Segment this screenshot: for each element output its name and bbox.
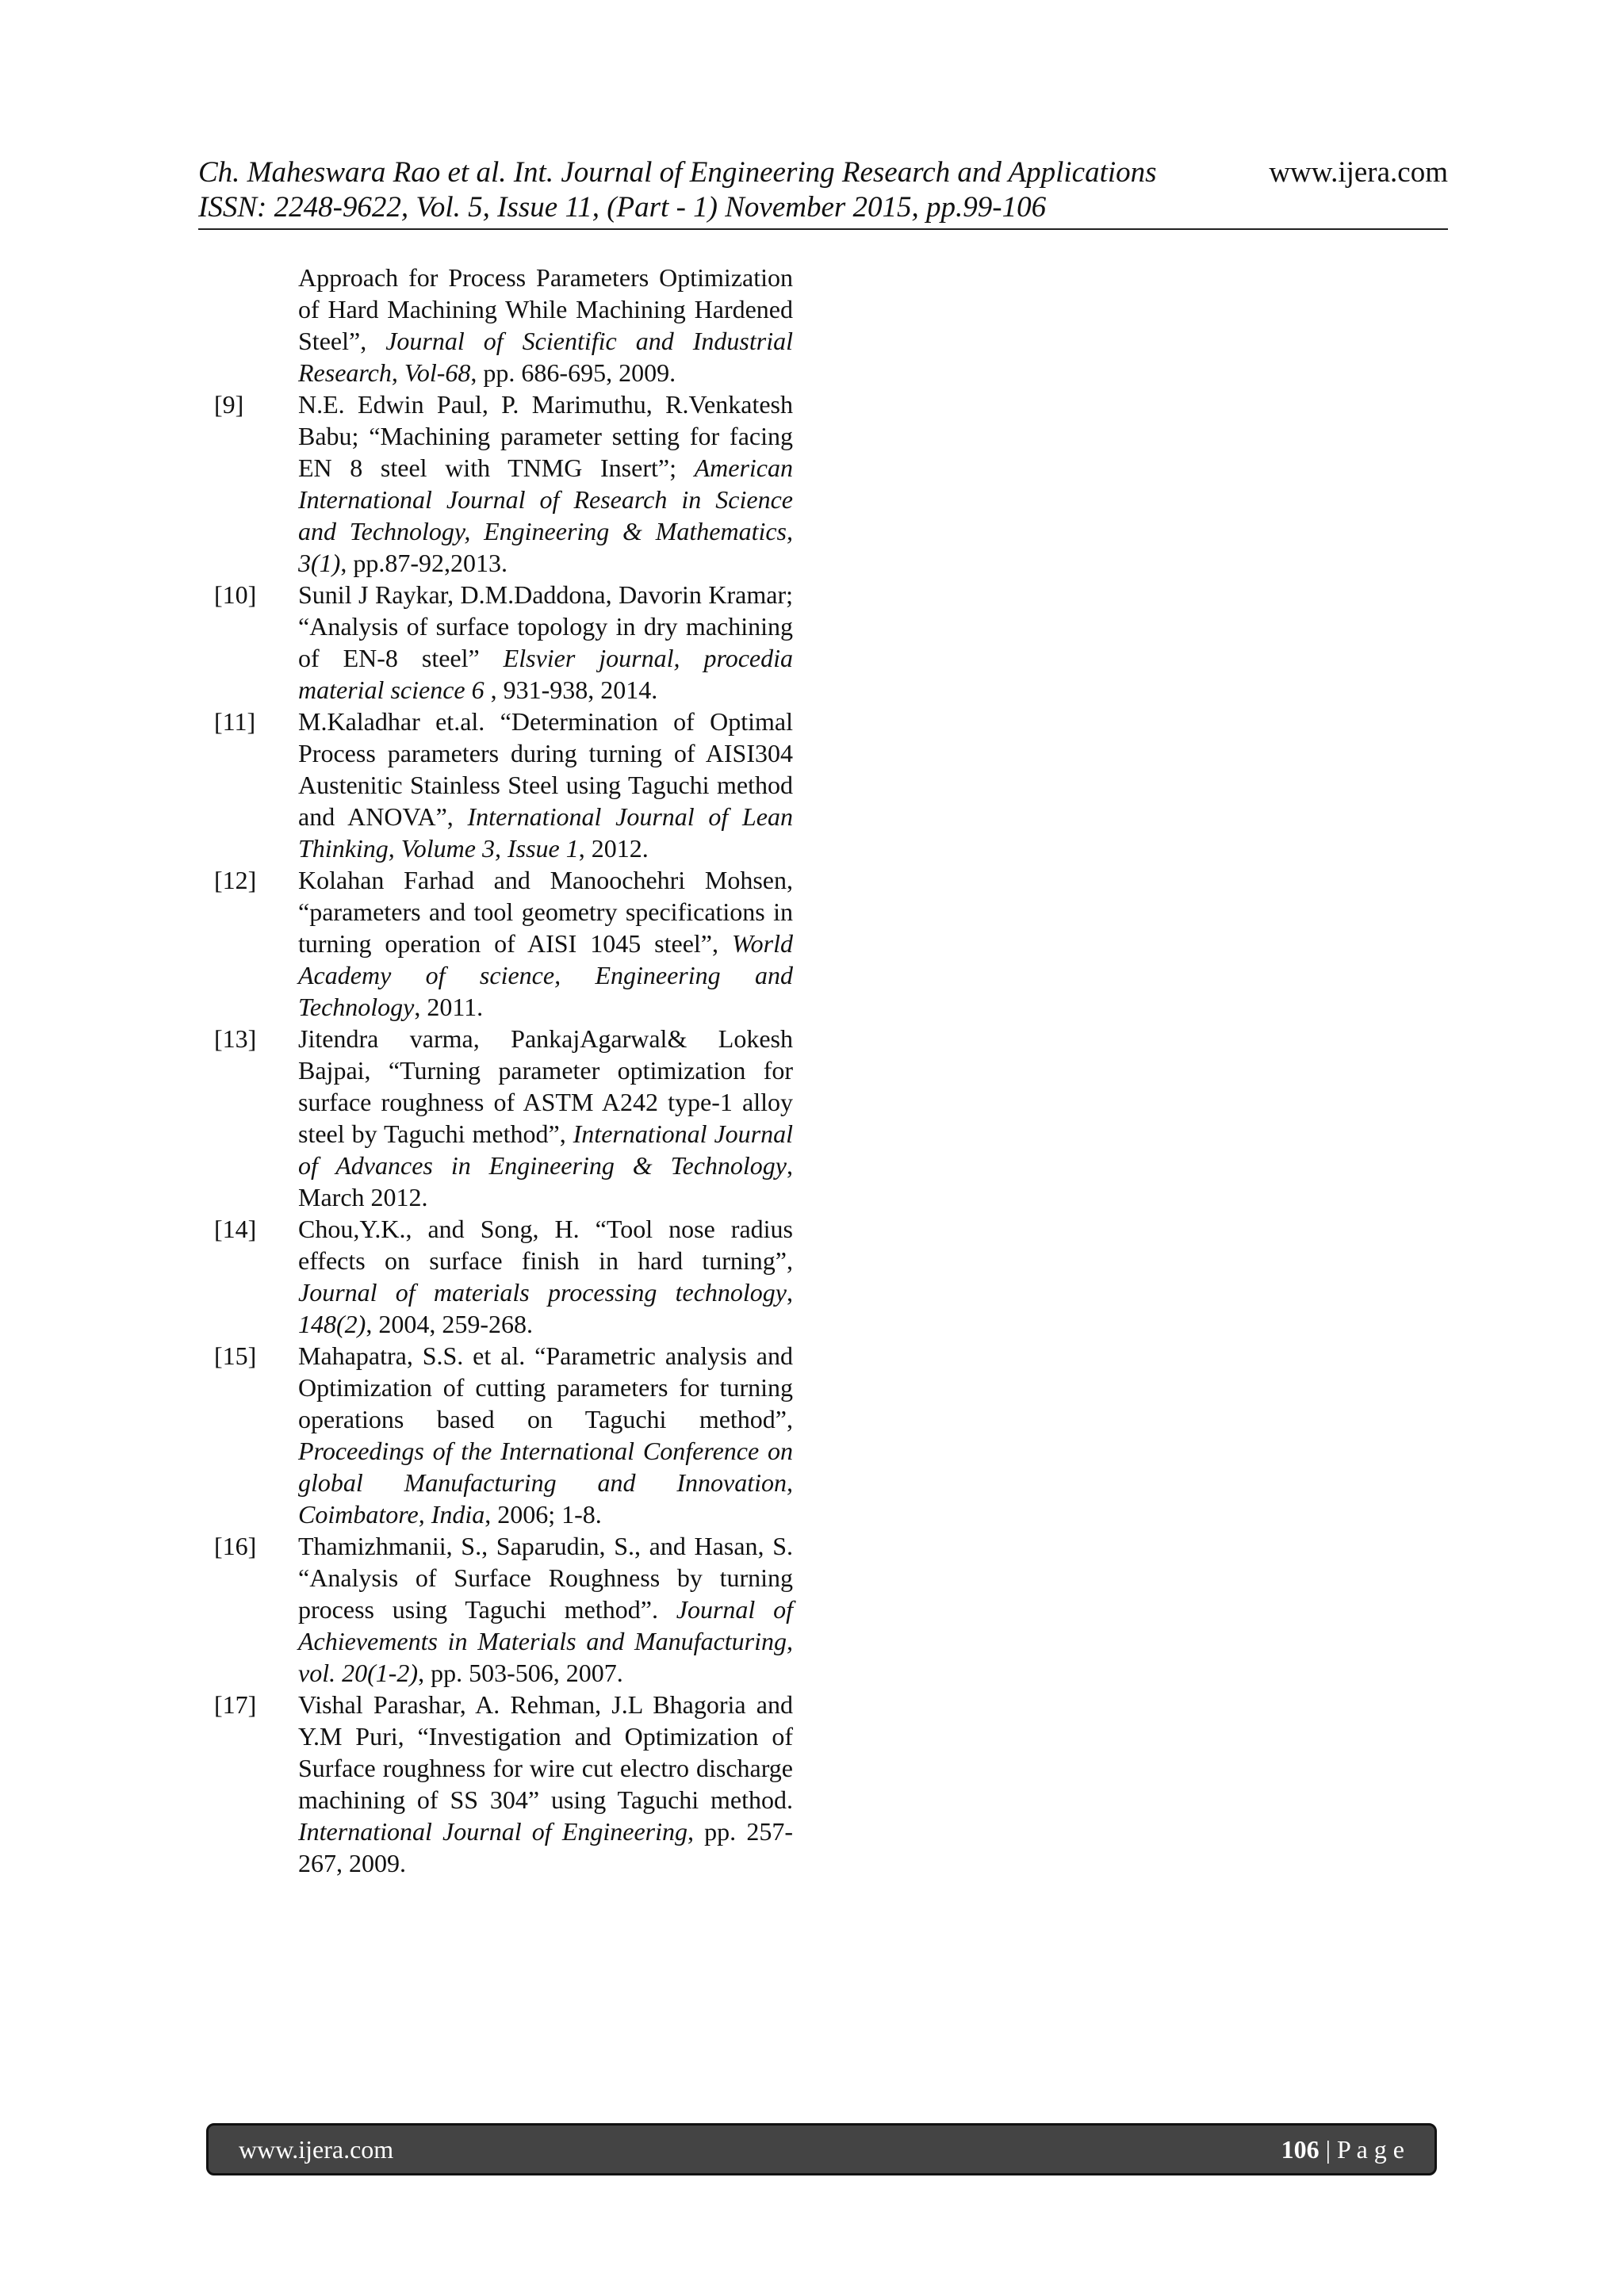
- reference-segment: , 2011.: [414, 993, 484, 1021]
- reference-number: [17]: [214, 1690, 257, 1719]
- reference-number: [9]: [214, 390, 244, 419]
- reference-text: [298, 706, 793, 864]
- reference-number: [11]: [214, 707, 256, 736]
- page-word: | P a g e: [1319, 2134, 1404, 2164]
- reference-item: [214, 1689, 793, 1879]
- reference-segment: N.E. Edwin Paul, P. Marimuthu, R.Venkatesh Babu; “Machining parameter setting for facing EN 8 steel with TNMG Insert”;: [298, 390, 793, 482]
- reference-text: [298, 864, 793, 1023]
- reference-segment: Sunil J Raykar, D.M.Daddona, Davorin Kramar; “Analysis of surface topology in dry machining of EN-8 steel”: [298, 580, 793, 672]
- footer-website: www.ijera.com: [239, 2134, 394, 2164]
- reference-text: [298, 1689, 793, 1879]
- reference-number: [13]: [214, 1024, 257, 1053]
- reference-segment: , March 2012.: [298, 1151, 793, 1211]
- journal-citation: Ch. Maheswara Rao et al. Int. Journal of Engineering Research and Applications: [198, 156, 1157, 189]
- reference-segment: Mahapatra, S.S. et al. “Parametric analysis and Optimization of cutting parameters for turning operations based on Taguchi method”,: [298, 1341, 793, 1433]
- issn-line: ISSN: 2248-9622, Vol. 5, Issue 11, (Part - 1) November 2015, pp.99-106: [198, 191, 1047, 224]
- reference-item: [214, 388, 793, 579]
- header-divider: [198, 228, 1448, 230]
- reference-text: [298, 262, 793, 388]
- reference-segment: , 2012.: [578, 834, 649, 863]
- reference-segment: Approach for Process Parameters Optimization of Hard Machining While Machining Hardened Steel”,: [298, 263, 793, 355]
- reference-item: [214, 262, 793, 388]
- reference-source: World Academy of science, Engineering and Technology: [298, 929, 793, 1021]
- page-number: 106: [1281, 2134, 1320, 2164]
- reference-source: Proceedings of the International Conference on global Manufacturing and Innovation, Coimbatore, India: [298, 1437, 793, 1529]
- reference-segment: Chou,Y.K., and Song, H. “Tool nose radius effects on surface finish in hard turning”,: [298, 1215, 793, 1275]
- reference-segment: Thamizhmanii, S., Saparudin, S., and Hasan, S. “Analysis of Surface Roughness by turning process using Taguchi method”.: [298, 1532, 793, 1624]
- reference-item: [214, 1213, 793, 1340]
- page-footer: [206, 2123, 1437, 2175]
- reference-number: [14]: [214, 1215, 257, 1243]
- reference-text: [298, 388, 793, 579]
- reference-text: [298, 1530, 793, 1689]
- reference-number: [16]: [214, 1532, 257, 1560]
- reference-text: [298, 1213, 793, 1340]
- page-number-label: [1281, 2135, 1404, 2164]
- reference-segment: M.Kaladhar et.al. “Determination of Optimal Process parameters during turning of AISI304 Austenitic Stainless Steel using Taguchi method and ANOVA”,: [298, 707, 793, 831]
- reference-source: American International Journal of Research in Science and Technology, Engineering & Mathematics, 3(1): [298, 453, 793, 577]
- reference-number: [214, 262, 298, 388]
- reference-text: [298, 1023, 793, 1213]
- reference-text: [298, 579, 793, 706]
- reference-item: [214, 706, 793, 864]
- reference-source: Journal of Scientific and Industrial Research, Vol-68: [298, 327, 793, 387]
- reference-source: International Journal of Advances in Engineering & Technology: [298, 1119, 794, 1180]
- reference-number: [15]: [214, 1341, 257, 1370]
- reference-text: [298, 1340, 793, 1530]
- running-header: [198, 155, 1448, 225]
- journal-website: www.ijera.com: [1269, 156, 1448, 189]
- reference-segment: , pp. 686-695, 2009.: [470, 358, 676, 387]
- reference-segment: Jitendra varma, PankajAgarwal& Lokesh Bajpai, “Turning parameter optimization for surface roughness of ASTM A242 type-1 alloy steel by Taguchi method”,: [298, 1024, 793, 1148]
- reference-source: Elsvier journal, procedia material science 6: [298, 644, 794, 704]
- reference-segment: , 2004, 259-268.: [366, 1310, 533, 1338]
- reference-item: [214, 1023, 793, 1213]
- reference-source: Journal of materials processing technology: [298, 1278, 787, 1307]
- reference-item: [214, 579, 793, 706]
- reference-source: 148(2): [298, 1310, 366, 1338]
- reference-segment: pp. 257-267, 2009.: [298, 1817, 794, 1877]
- reference-item: [214, 1530, 793, 1689]
- reference-list: [214, 262, 793, 1879]
- reference-segment: Kolahan Farhad and Manoochehri Mohsen, “parameters and tool geometry specifications in turning operation of AISI 1045 steel”,: [298, 866, 793, 958]
- reference-item: [214, 864, 793, 1023]
- reference-source: International Journal of Engineering,: [298, 1817, 695, 1846]
- reference-segment: , 931-938, 2014.: [484, 675, 658, 704]
- reference-source: International Journal of Lean Thinking, Volume 3, Issue 1: [298, 802, 794, 863]
- reference-segment: ,: [787, 1278, 793, 1307]
- reference-segment: , 2006; 1-8.: [485, 1500, 602, 1529]
- reference-item: [214, 1340, 793, 1530]
- reference-number: [12]: [214, 866, 257, 894]
- reference-segment: , pp. 503-506, 2007.: [418, 1659, 623, 1687]
- reference-segment: , pp.87-92,2013.: [340, 549, 508, 577]
- reference-source: Journal of Achievements in Materials and Manufacturing, vol. 20(1-2): [298, 1595, 794, 1687]
- reference-number: [10]: [214, 580, 257, 609]
- reference-segment: Vishal Parashar, A. Rehman, J.L Bhagoria and Y.M Puri, “Investigation and Optimization of Surface roughness for wire cut electro discharge machining of SS 304” using Taguchi method.: [298, 1690, 793, 1814]
